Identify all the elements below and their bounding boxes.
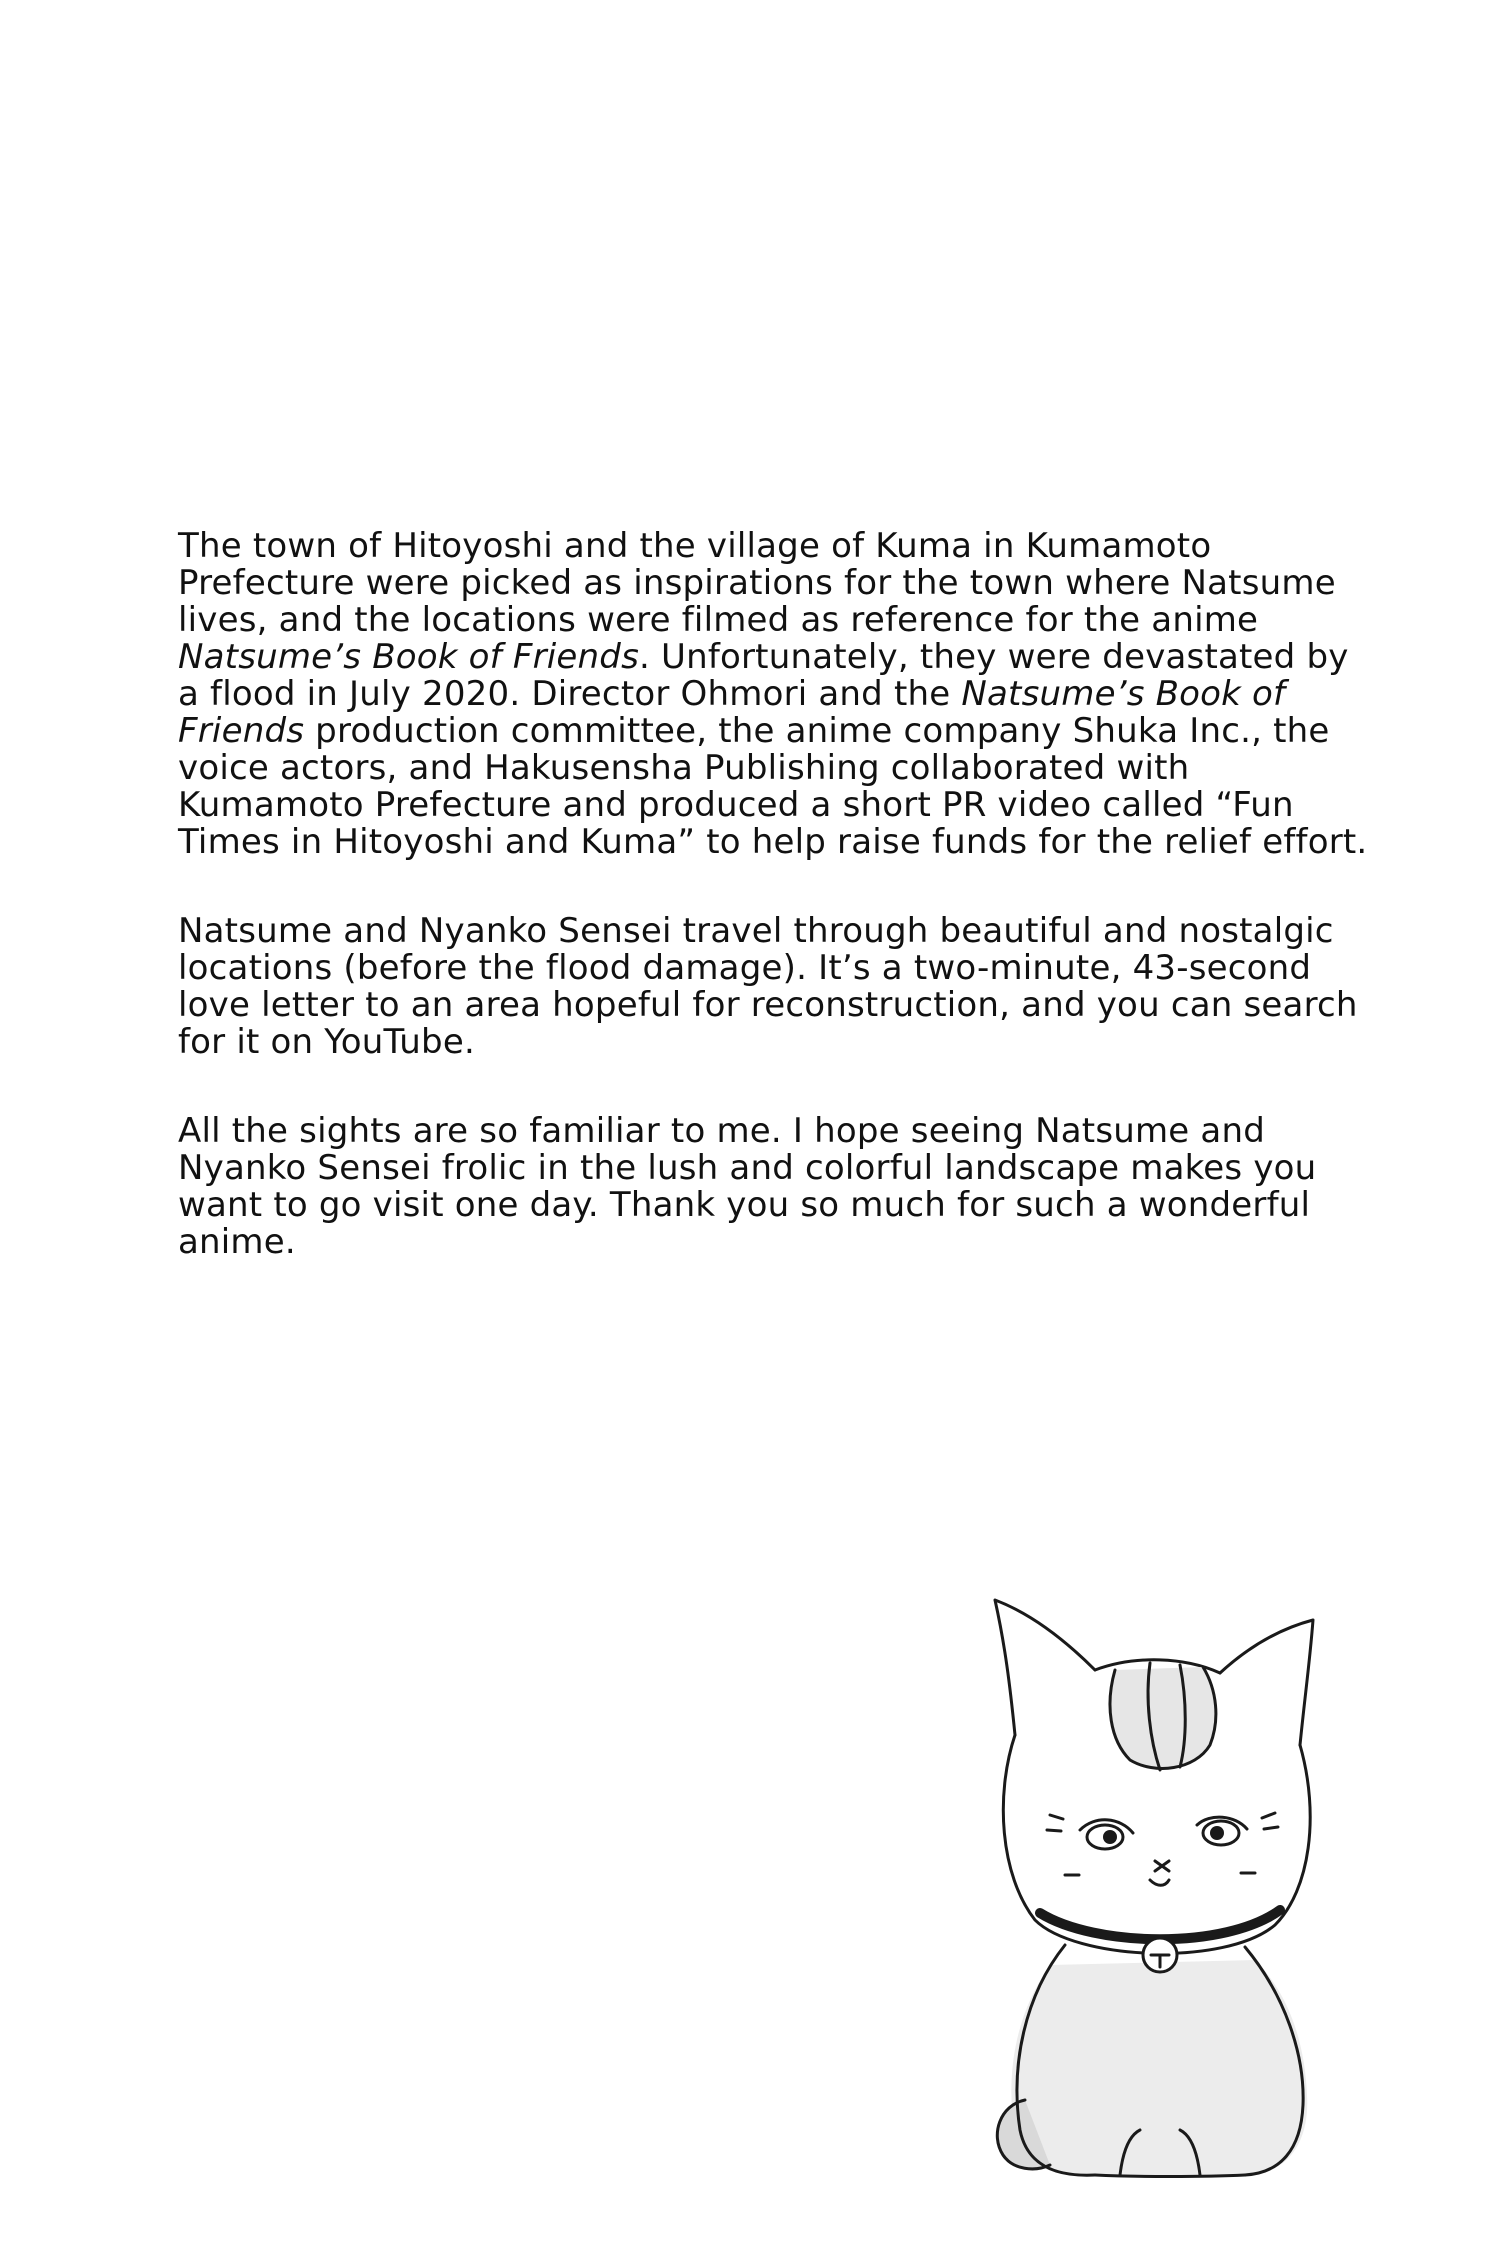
paragraph-1-part-e: production committee, the anime company Shuka Inc., the voice actors, and Hakusensha Publishing collaborated with Kumamoto Prefecture and produced a short PR video called “Fun Times in Hitoyoshi and Kuma” to help raise funds for the relief effort. <box>178 711 1368 862</box>
nyanko-sensei-cat-icon <box>955 1575 1355 2195</box>
paragraph-1 <box>178 528 1368 861</box>
paragraph-3: All the sights are so familiar to me. I hope seeing Natsume and Nyanko Sensei frolic in the lush and colorful landscape makes you want to go visit one day. Thank you so much for such a wonderful anime. <box>178 1111 1317 1262</box>
anime-title-1: Natsume’s Book of Friends <box>178 637 639 677</box>
paragraph-2: Natsume and Nyanko Sensei travel through beautiful and nostalgic locations (before the flood damage). It’s a two-minute, 43-second love letter to an area hopeful for reconstruction, and you can search for it on YouTube. <box>178 911 1358 1062</box>
paragraph-1-part-a: The town of Hitoyoshi and the village of Kuma in Kumamoto Prefecture were picked as inspirations for the town where Natsume lives, and the locations were filmed as reference for the anime <box>178 526 1336 640</box>
paragraph-1-part-c: . Unfortunately, they were devastated by a flood in July 2020. Director Ohmori and the <box>178 637 1349 714</box>
afterword-text <box>178 528 1368 1313</box>
anime-title-2: Natsume’s Book of Friends <box>178 674 1286 751</box>
